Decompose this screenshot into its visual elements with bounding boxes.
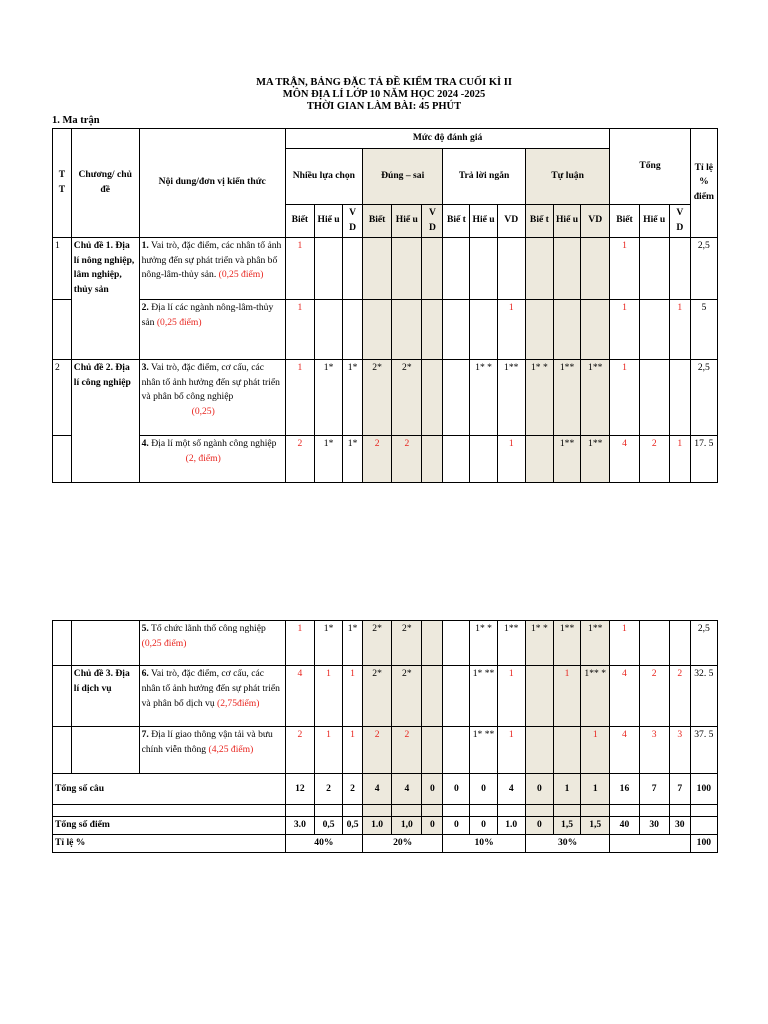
points-total-cell: 0 [525,817,553,835]
row-number: 5. [141,623,149,634]
value-cell [553,727,580,774]
points-total-cell [690,817,717,835]
questions-total-cell: 4 [497,774,525,805]
points-total-cell: 0,5 [343,817,363,835]
header-group-tl: Tự luận [525,149,610,205]
sub-header: Hiể u [314,205,342,238]
value-cell [422,299,443,359]
header-level: Mức độ đánh giá [285,129,610,149]
sub-header: Hiể u [553,205,580,238]
value-cell: 4 [610,666,639,727]
value-cell [525,237,553,299]
percent-cell: 20% [362,834,442,852]
questions-total-cell: 2 [314,774,342,805]
value-cell: 1* * [525,359,553,435]
value-cell [553,237,580,299]
points-total-cell: 1,5 [581,817,610,835]
value-cell [525,435,553,482]
value-cell: 3 [669,727,690,774]
row-ratio: 5 [690,299,717,359]
points-total-cell: 30 [669,817,690,835]
row-number: 6. [141,668,149,679]
row-content [139,435,285,482]
row-content [139,621,285,666]
row-score: (0,25) [191,406,215,418]
questions-total-cell: 100 [690,774,717,805]
value-cell: 1** * [581,666,610,727]
questions-total-cell: 4 [392,774,422,805]
questions-total-cell: 2 [343,774,363,805]
row-text: Địa lí các ngành nông-lâm-thủy sản [141,301,274,328]
value-cell: 1* [314,621,342,666]
row-ratio: 32. 5 [690,666,717,727]
value-cell: 2 [392,435,422,482]
value-cell: 1* ** [470,727,497,774]
value-cell [362,237,391,299]
value-cell [422,621,443,666]
value-cell: 2 [285,435,314,482]
value-cell: 2* [392,666,422,727]
value-cell: 1 [610,621,639,666]
value-cell [443,727,470,774]
value-cell: 1** [497,359,525,435]
value-cell: 4 [610,435,639,482]
value-cell [443,435,470,482]
header-total: Tổng [610,129,690,205]
row-text: Vai trò, đặc điểm, cơ cấu, các nhân tố ảnh hưởng đến sự phát triển và phân bố dịch vụ [141,668,280,709]
questions-total-cell: 1 [581,774,610,805]
row-score: (2, điểm) [185,452,221,464]
value-cell [443,299,470,359]
row-score: (0,25 điểm) [218,269,264,281]
value-cell: 4 [285,666,314,727]
value-cell [443,237,470,299]
value-cell: 1* ** [470,666,497,727]
value-cell [525,727,553,774]
sub-header: Biết [362,205,391,238]
value-cell [443,621,470,666]
value-cell: 1* [314,359,342,435]
value-cell: 1** [581,359,610,435]
questions-total-cell: 12 [285,774,314,805]
row-chapter: Chủ đề 3. Địa lí dịch vụ [71,666,139,727]
value-cell: 1 [314,727,342,774]
title-line-2: MÔN ĐỊA LÍ LỚP 10 NĂM HỌC 2024 -2025 [282,89,486,100]
row-content [139,299,285,359]
value-cell: 1** [497,621,525,666]
percent-cell: 30% [525,834,610,852]
row-content [139,237,285,299]
value-cell: 2* [362,666,391,727]
value-cell: 1 [314,666,342,727]
questions-total-cell: 0 [443,774,470,805]
sub-header: Biết [610,205,639,238]
sub-header: Hiể u [639,205,669,238]
total-questions-row [53,774,718,805]
matrix-table-bottom [52,620,718,853]
header-content: Nội dung/đơn vị kiến thức [139,129,285,238]
value-cell: 1 [553,666,580,727]
row-number: 3. [141,361,149,373]
value-cell [314,299,342,359]
value-cell [362,299,391,359]
value-cell: 1 [669,435,690,482]
value-cell: 1** [553,359,580,435]
value-cell: 1 [497,435,525,482]
header-group-tln: Trả lời ngắn [443,149,525,205]
header-group-nlc: Nhiều lựa chọn [285,149,362,205]
questions-total-cell: 4 [362,774,391,805]
value-cell: 1* * [525,621,553,666]
value-cell: 3 [639,727,669,774]
value-cell: 1 [497,727,525,774]
value-cell [525,666,553,727]
value-cell [581,299,610,359]
value-cell [497,237,525,299]
section-heading: 1. Ma trận [52,115,100,126]
table-row [53,621,718,666]
points-total-cell: 1.0 [497,817,525,835]
points-total-cell: 3.0 [285,817,314,835]
sub-header: V D [669,205,690,238]
value-cell [525,299,553,359]
value-cell [470,435,497,482]
row-ratio: 2,5 [690,621,717,666]
row-content [139,666,285,727]
row-text: Vai trò, đặc điểm, cơ cấu, các nhân tố ảnh hưởng đến sự phát triển và phân bố công nghiệp [141,361,280,403]
total-percent-label: Tỉ lệ % [53,834,286,852]
header-group-ds: Đúng – sai [362,149,442,205]
value-cell [422,359,443,435]
value-cell [639,299,669,359]
header-chapter: Chương/ chủ đề [71,129,139,238]
value-cell: 1* * [470,359,497,435]
value-cell [639,359,669,435]
value-cell: 1* [343,359,363,435]
row-number: 2. [141,301,149,313]
header-tt: T T [53,129,72,238]
row-tt: 2 [53,359,72,435]
value-cell: 1 [669,299,690,359]
value-cell: 2 [639,435,669,482]
row-chapter: Chủ đề 2. Địa lí công nghiệp [71,359,139,482]
value-cell: 2 [362,435,391,482]
questions-total-cell: 0 [525,774,553,805]
row-ratio: 2,5 [690,359,717,435]
value-cell [343,237,363,299]
points-total-cell: 0 [443,817,470,835]
sub-header: VD [497,205,525,238]
value-cell: 1 [285,237,314,299]
value-cell: 2 [285,727,314,774]
total-percent-row [53,834,718,852]
table-row [53,435,718,482]
percent-cell [610,834,690,852]
row-number: 4. [141,437,149,449]
value-cell: 2* [392,621,422,666]
sub-header: Biết [285,205,314,238]
table-row [53,359,718,435]
row-ratio: 2,5 [690,237,717,299]
points-total-cell: 30 [639,817,669,835]
value-cell: 1 [343,666,363,727]
value-cell [343,299,363,359]
sub-header: Biế t [525,205,553,238]
sub-header: Biế t [443,205,470,238]
header-ratio: Tỉ lệ % điểm [690,129,717,238]
questions-total-cell: 16 [610,774,639,805]
value-cell: 1 [610,237,639,299]
questions-total-cell: 1 [553,774,580,805]
row-score: (0,25 điểm) [156,316,202,328]
sub-header: V D [343,205,363,238]
value-cell: 1* [314,435,342,482]
value-cell: 1 [497,666,525,727]
value-cell: 1 [610,299,639,359]
value-cell: 1 [285,299,314,359]
total-questions-label: Tổng số câu [53,774,286,805]
row-ratio: 17. 5 [690,435,717,482]
value-cell [422,666,443,727]
value-cell: 1* [343,621,363,666]
points-total-cell: 0,5 [314,817,342,835]
points-total-cell: 1.0 [362,817,391,835]
questions-total-cell: 0 [470,774,497,805]
value-cell [639,237,669,299]
questions-total-cell: 7 [669,774,690,805]
value-cell: 1* * [470,621,497,666]
value-cell [392,237,422,299]
points-total-cell: 1,0 [392,817,422,835]
value-cell [392,299,422,359]
percent-cell: 100 [690,834,717,852]
row-number: 7. [141,729,149,740]
value-cell: 1 [285,359,314,435]
table-row [53,237,718,299]
sub-header: Hiể u [470,205,497,238]
spacer-row [53,805,718,817]
value-cell: 1 [285,621,314,666]
value-cell [669,237,690,299]
value-cell [470,237,497,299]
value-cell: 4 [610,727,639,774]
value-cell: 2* [392,359,422,435]
value-cell: 2* [362,621,391,666]
percent-cell: 10% [443,834,525,852]
row-score: (4,25 điểm) [208,743,254,755]
value-cell: 1 [610,359,639,435]
value-cell: 1 [497,299,525,359]
value-cell: 2 [392,727,422,774]
value-cell: 2 [639,666,669,727]
value-cell [581,237,610,299]
value-cell: 1* [343,435,363,482]
row-number: 1. [141,239,149,251]
points-total-cell: 0 [470,817,497,835]
table-row [53,727,718,774]
value-cell: 2 [362,727,391,774]
value-cell: 1** [553,621,580,666]
sub-header: VD [581,205,610,238]
value-cell [422,435,443,482]
row-score: (2,75điểm) [217,697,260,709]
value-cell: 1 [581,727,610,774]
value-cell: 2* [362,359,391,435]
row-tt: 1 [53,237,72,299]
row-content [139,727,285,774]
value-cell [422,237,443,299]
value-cell: 1** [553,435,580,482]
points-total-cell: 0 [422,817,443,835]
value-cell [669,359,690,435]
row-text: Địa lí một số ngành công nghiệp [148,437,277,449]
table-row [53,666,718,727]
value-cell [422,727,443,774]
title-line-3: THỜI GIAN LÀM BÀI: 45 PHÚT [306,101,462,112]
row-text: Địa lí giao thông vận tải và bưu chính viễn thông [141,729,273,755]
row-text: Tổ chức lãnh thổ công nghiệp [148,623,266,634]
row-chapter: Chủ đề 1. Địa lí nông nghiệp, lâm nghiệp, thủy sản [71,237,139,359]
row-ratio: 37. 5 [690,727,717,774]
total-points-label: Tổng số điểm [53,817,286,835]
total-points-row [53,817,718,835]
questions-total-cell: 0 [422,774,443,805]
percent-cell: 40% [285,834,362,852]
title-line-1: MA TRẬN, BẢNG ĐẶC TẢ ĐỀ KIỂM TRA CUỐI KÌ II [256,77,512,88]
points-total-cell: 1,5 [553,817,580,835]
value-cell [669,621,690,666]
value-cell: 1** [581,621,610,666]
value-cell [470,299,497,359]
matrix-table-top [52,128,718,483]
value-cell [639,621,669,666]
value-cell [443,359,470,435]
points-total-cell: 40 [610,817,639,835]
table-row [53,299,718,359]
value-cell [314,237,342,299]
row-content [139,359,285,435]
row-text: Vai trò, đặc điểm, các nhân tố ảnh hưởng đến sự phát triển và phân bố nông-lâm-thủy sản. [141,239,282,281]
value-cell: 2 [669,666,690,727]
questions-total-cell: 7 [639,774,669,805]
value-cell [443,666,470,727]
sub-header: Hiể u [392,205,422,238]
value-cell: 1 [343,727,363,774]
value-cell: 1** [581,435,610,482]
sub-header: V D [422,205,443,238]
row-score: (0,25 điểm) [141,637,187,649]
value-cell [553,299,580,359]
